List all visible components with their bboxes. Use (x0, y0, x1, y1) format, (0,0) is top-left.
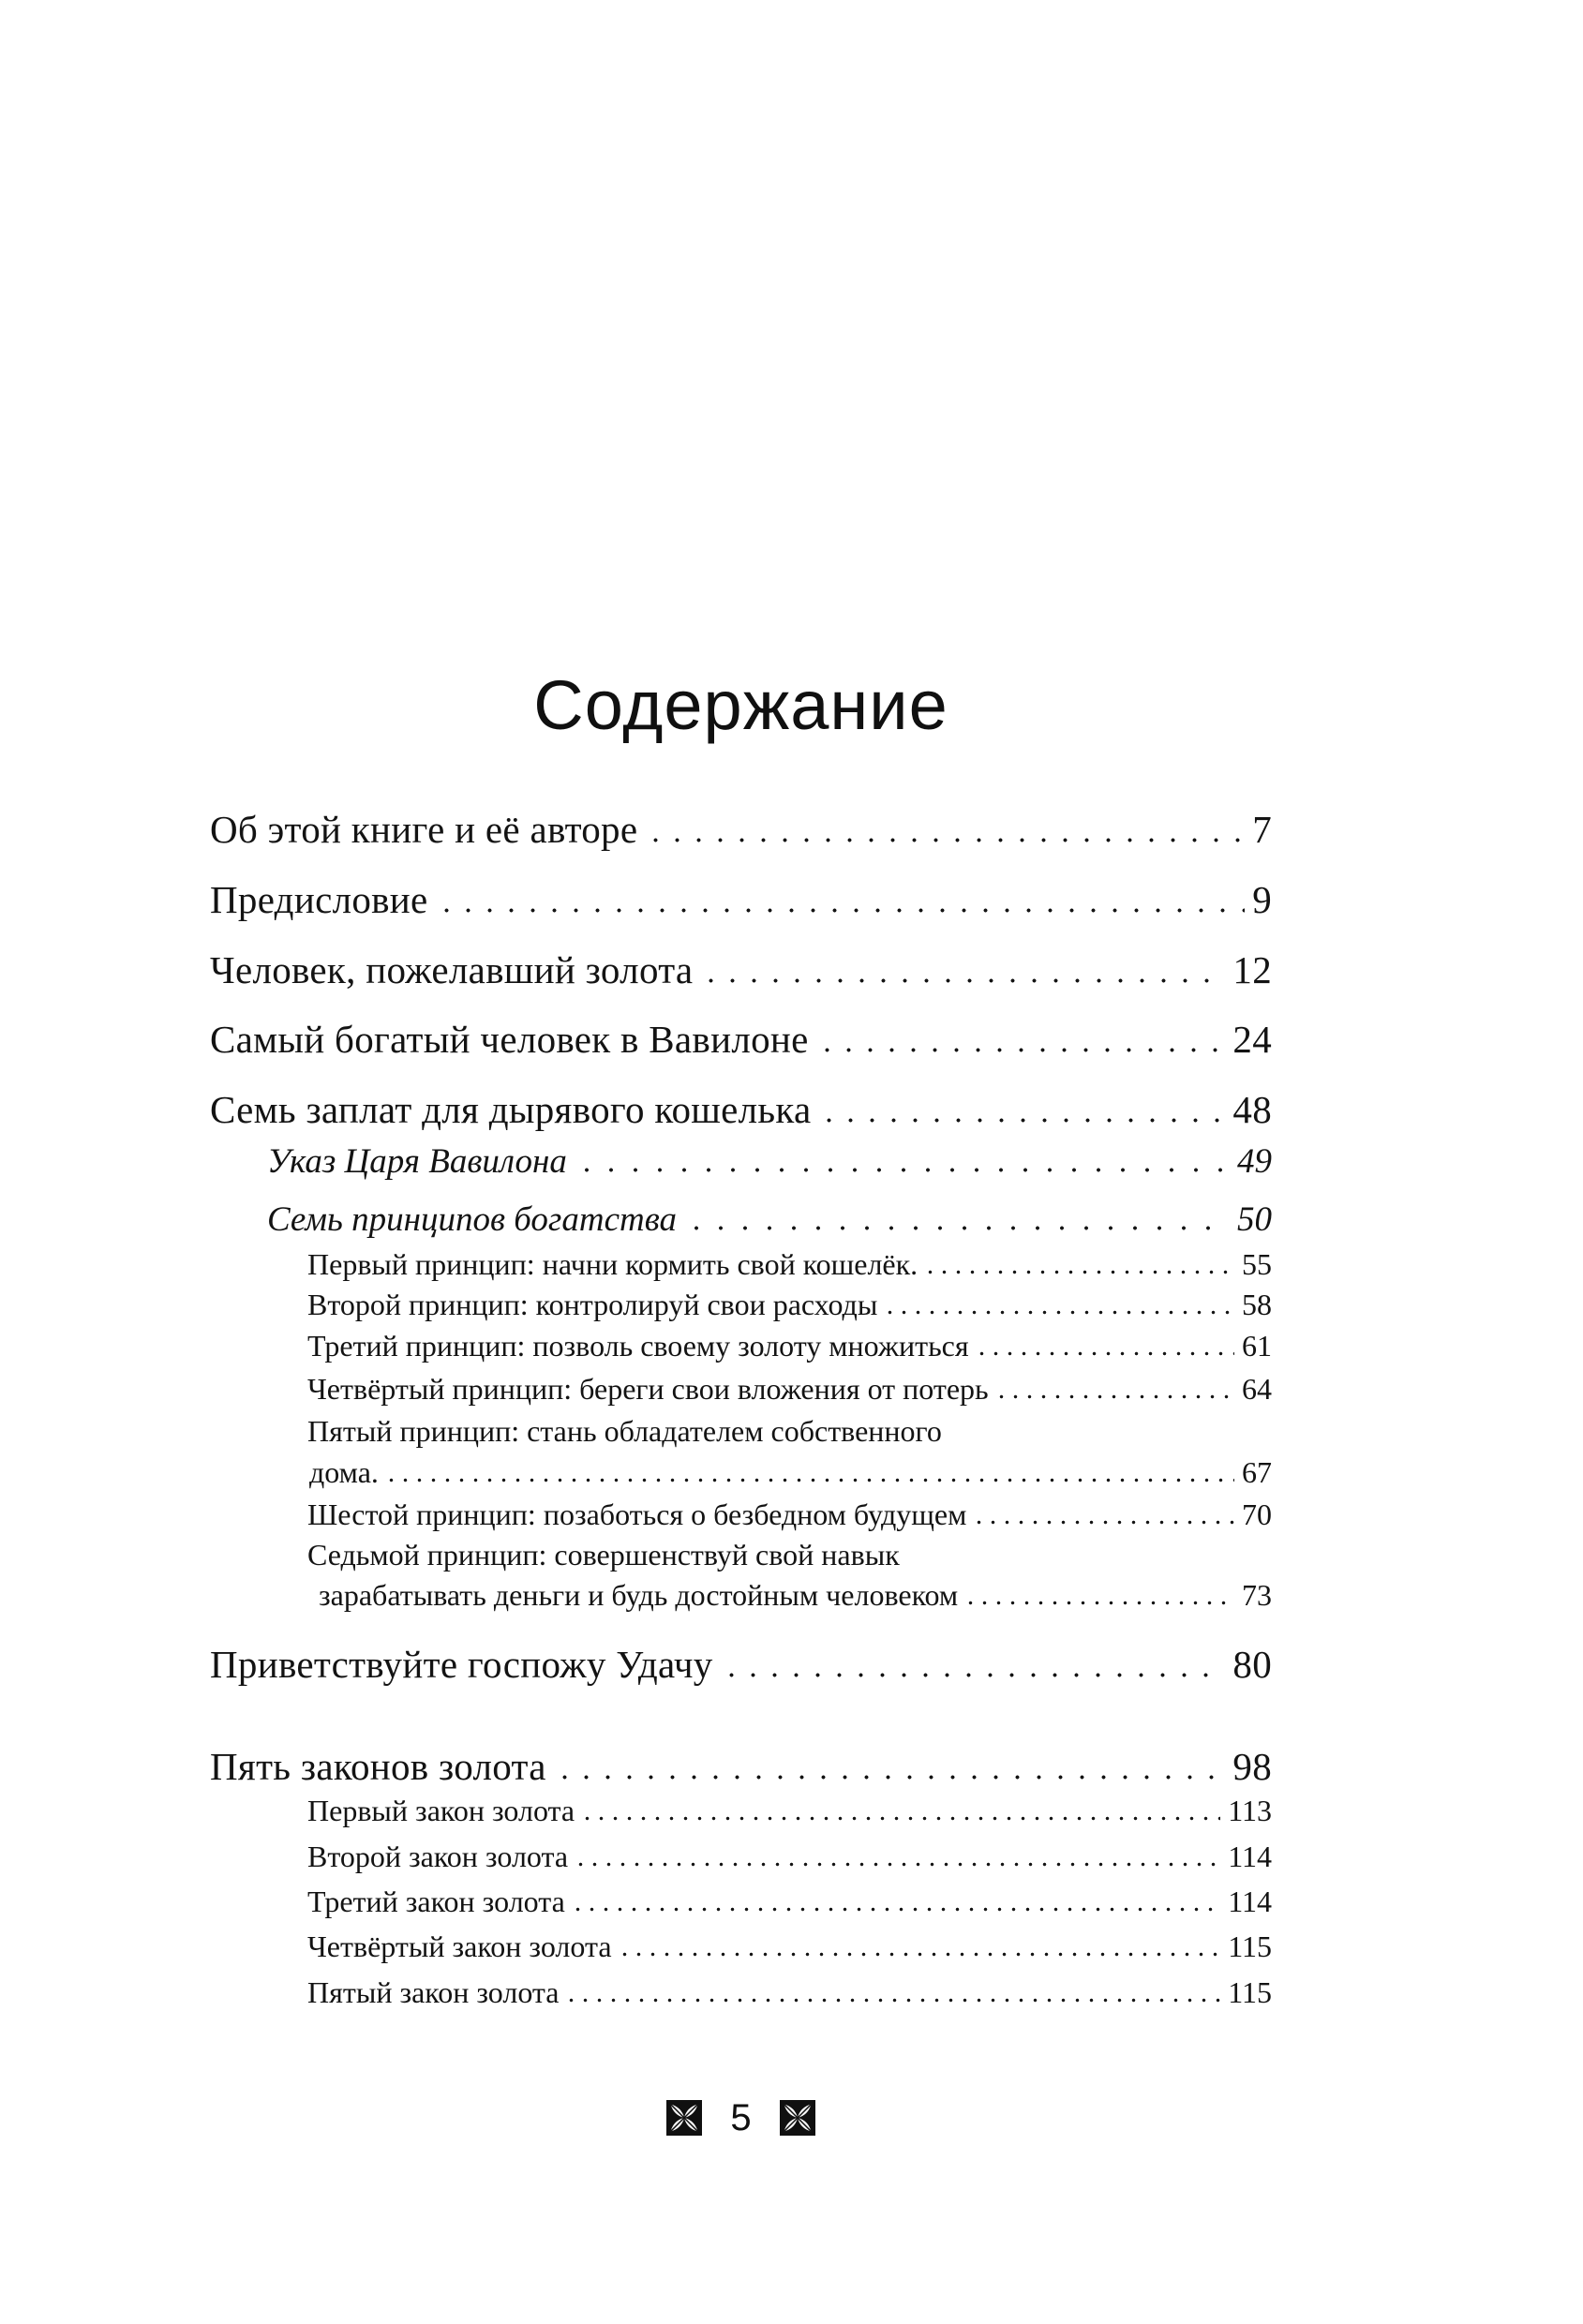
toc-entry-label: Указ Царя Вавилона (267, 1142, 567, 1181)
toc-entry (307, 1794, 1272, 1828)
toc-entry-label: Четвёртый принцип: береги свои вложения от потерь (307, 1372, 989, 1406)
toc-entry (307, 1975, 1272, 2010)
toc-entry-page: 80 (1232, 1643, 1272, 1686)
toc-entry-page: 55 (1242, 1247, 1272, 1281)
toc-entry-page: 98 (1232, 1745, 1272, 1788)
dot-leader (994, 1394, 1234, 1399)
dot-leader (580, 1816, 1220, 1821)
dot-leader (963, 1601, 1234, 1605)
toc-entry-page: 64 (1242, 1372, 1272, 1406)
toc-entry (267, 1141, 1272, 1182)
page-title: Содержание (533, 666, 948, 744)
page-footer (210, 2099, 1272, 2137)
dot-leader (575, 1168, 1230, 1172)
toc-entry (307, 1329, 1272, 1363)
toc-entry (307, 1288, 1272, 1322)
toc-entry-page: 114 (1228, 1885, 1272, 1918)
toc-entry-label: зарабатывать деньги и будь достойным человеком (319, 1578, 959, 1612)
toc-entry (210, 947, 1272, 992)
toc-entry-label: Человек, пожелавший золота (210, 948, 694, 991)
toc-entry-label: Третий принцип: позволь своему золоту множиться (307, 1329, 969, 1363)
toc-entry (210, 1017, 1272, 1062)
toc-entry-line2 (309, 1455, 1272, 1490)
dot-leader (564, 1998, 1220, 2003)
toc-entry-label: Пять законов золота (210, 1745, 546, 1788)
toc-entry (210, 1642, 1272, 1687)
toc-entry-label: Пятый принцип: стань обладателем собственного (307, 1414, 942, 1448)
toc-entry-label: Второй принцип: контролируй свои расходы (307, 1288, 878, 1321)
toc-entry-page: 7 (1252, 808, 1272, 851)
toc-entry-label: Четвёртый закон золота (307, 1929, 612, 1963)
toc-entry-label: Предисловие (210, 878, 428, 921)
toc-entry-label: Первый закон золота (307, 1794, 575, 1827)
toc-entry-page: 113 (1228, 1794, 1272, 1827)
toc-entry-line1 (307, 1414, 1272, 1449)
toc-entry-label: Приветствуйте госпожу Удачу (210, 1643, 713, 1686)
dot-leader (384, 1478, 1234, 1482)
toc-entry-label: Седьмой принцип: совершенствуй свой навык (307, 1538, 900, 1572)
toc-entry (267, 1199, 1272, 1240)
toc-entry-label: Шестой принцип: позаботься о безбедном будущем (307, 1497, 967, 1531)
dot-leader (975, 1351, 1234, 1356)
toc-entry-page: 9 (1252, 878, 1272, 921)
toc-entry-label: Семь принципов богатства (267, 1200, 678, 1239)
toc-entry (210, 877, 1272, 922)
toc-entry (307, 1929, 1272, 1964)
toc-entry-page: 49 (1237, 1142, 1272, 1181)
toc-entry (210, 1087, 1272, 1132)
toc-entry-page: 114 (1228, 1840, 1272, 1873)
folio-page-number: 5 (730, 2097, 752, 2138)
toc-entry-label: Третий закон золота (307, 1885, 565, 1918)
toc-entry-page: 115 (1228, 1929, 1272, 1963)
toc-entry-page: 73 (1242, 1578, 1272, 1612)
toc-entry-page: 12 (1232, 948, 1272, 991)
dot-leader (684, 1226, 1230, 1230)
dot-leader (554, 1775, 1226, 1780)
dot-leader (883, 1310, 1234, 1315)
footer-ornament-icon (780, 2100, 815, 2136)
toc-entry-page: 70 (1242, 1497, 1272, 1531)
dot-leader (645, 838, 1245, 842)
toc-entry-page: 48 (1232, 1088, 1272, 1131)
toc-entry-page: 61 (1242, 1329, 1272, 1363)
toc-entry-page: 50 (1237, 1200, 1272, 1239)
dot-leader (436, 908, 1246, 913)
dot-leader (574, 1862, 1220, 1867)
dot-leader (618, 1952, 1221, 1957)
toc-entry (307, 1885, 1272, 1919)
toc-entry-label: Самый богатый человек в Вавилоне (210, 1018, 809, 1061)
toc-entry-label: Семь заплат для дырявого кошелька (210, 1088, 812, 1131)
toc-entry (307, 1497, 1272, 1532)
dot-leader (721, 1673, 1226, 1677)
dot-leader (571, 1907, 1220, 1912)
toc-entry-label: дома. (309, 1455, 379, 1489)
toc-entry-label: Первый принцип: начни кормить свой кошелёк. (307, 1247, 918, 1281)
footer-ornament-icon (666, 2100, 702, 2136)
dot-leader (972, 1520, 1234, 1525)
toc-entry (307, 1247, 1272, 1282)
dot-leader (700, 978, 1225, 983)
toc-entry-page: 24 (1232, 1018, 1272, 1061)
toc-entry-page: 58 (1242, 1288, 1272, 1321)
toc-entry-label: Пятый закон золота (307, 1975, 560, 2009)
toc-entry-page: 115 (1228, 1975, 1272, 2009)
toc-entry-label: Об этой книге и её авторе (210, 808, 638, 851)
dot-leader (818, 1118, 1225, 1123)
toc-entry (210, 807, 1272, 852)
toc-entry (307, 1840, 1272, 1874)
dot-leader (816, 1048, 1226, 1052)
toc-entry-line1 (307, 1538, 1272, 1572)
toc-entry-label: Второй закон золота (307, 1840, 569, 1873)
toc-entry (210, 1744, 1272, 1789)
dot-leader (923, 1270, 1234, 1274)
toc-entry-line2 (319, 1578, 1272, 1613)
toc-entry (307, 1372, 1272, 1407)
toc-entry-page: 67 (1242, 1455, 1272, 1489)
